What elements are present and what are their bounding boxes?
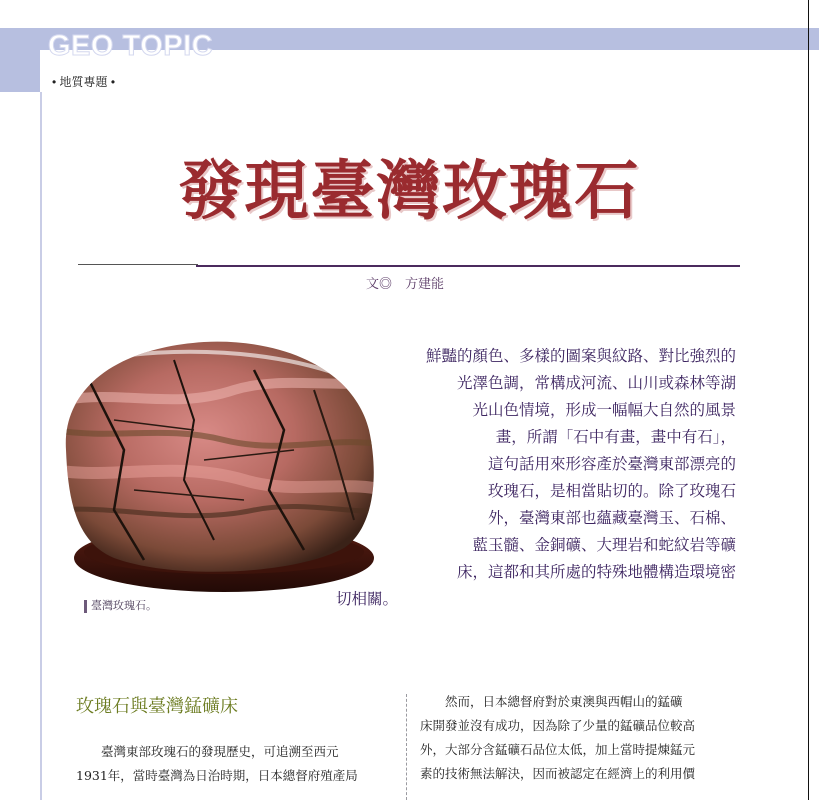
byline: 文◎ 方建能 [366,276,445,291]
body-line: 臺灣東部玫瑰石的發現歷史，可追溯至西元 [101,744,339,759]
photo-caption: 臺灣玫瑰石。 [84,600,157,613]
left-column [76,740,396,788]
page-edge-rule [808,0,809,800]
header-band-left [0,28,40,92]
right-column [420,690,740,786]
section-heading: 玫瑰石與臺灣錳礦床 [76,696,238,717]
title-rule-accent [78,264,198,265]
section-tag: • 地質專題 • [52,75,116,89]
body-line: 床開發並沒有成功，因為除了少量的錳礦品位較高 [420,718,696,733]
intro-line: 玫瑰石，是相當貼切的。除了玫瑰石 [487,482,736,500]
intro-paragraph [0,343,740,613]
body-line: 1931年，當時臺灣為日治時期，日本總督府殖產局 [76,768,358,783]
intro-line: 外，臺灣東部也蘊藏臺灣玉、石棉、 [487,509,736,527]
intro-line: 光澤色調，常構成河流、山川或森林等湖 [456,374,736,392]
title-rule [196,265,740,267]
intro-line: 切相關。 [335,590,398,608]
intro-line: 畫，所謂「石中有畫，畫中有石」， [495,428,736,446]
intro-line: 這句話用來形容產於臺灣東部漂亮的 [487,455,736,473]
body-line: 然而，日本總督府對於東澳與西帽山的錳礦 [445,694,683,709]
topic-label: GEO TOPIC [48,30,214,62]
column-divider [406,694,407,800]
body-line: 外，大部分含錳礦石品位太低，加上當時提煉錳元 [420,742,696,757]
intro-line: 光山色情境，形成一幅幅大自然的風景 [472,401,736,419]
intro-line: 鮮豔的顏色、多樣的圖案與紋路、對比強烈的 [425,347,736,365]
intro-line: 床，這都和其所處的特殊地體構造環境密 [456,563,736,581]
intro-line: 藍玉髓、金銅礦、大理岩和蛇紋岩等礦 [472,536,736,554]
body-line: 素的技術無法解決，因而被認定在經濟上的利用價 [420,766,696,781]
article-title: 發現臺灣玫瑰石 [178,154,641,229]
